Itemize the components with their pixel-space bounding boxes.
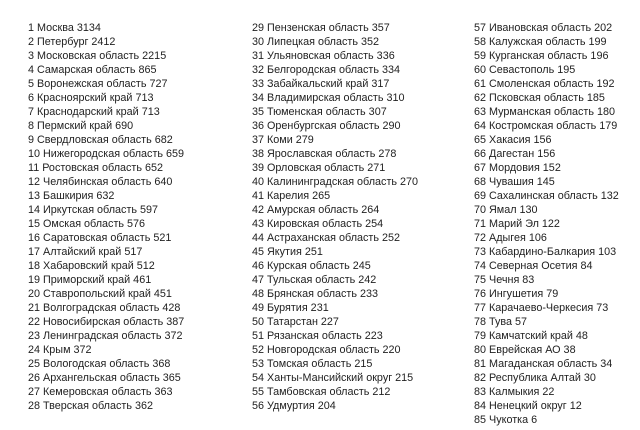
list-item: 15 Омская область 576 [28,218,146,230]
list-item: 38 Ярославская область 278 [252,148,397,160]
list-item: 26 Архангельская область 365 [28,372,181,384]
list-item: 63 Мурманская область 180 [474,106,615,118]
list-item: 45 Якутия 251 [252,246,323,258]
list-item: 33 Забайкальский край 317 [252,78,390,90]
list-item: 35 Тюменская область 307 [252,106,387,118]
list-item: 65 Хакасия 156 [474,134,552,146]
list-item: 22 Новосибирская область 387 [28,316,185,328]
list-item: 50 Татарстан 227 [252,316,339,328]
list-item: 59 Курганская область 196 [474,50,609,62]
list-item: 56 Удмуртия 204 [252,400,336,412]
list-item: 40 Калининградская область 270 [252,176,419,188]
list-item: 72 Адыгея 106 [474,232,547,244]
list-item: 78 Тува 57 [474,316,528,328]
list-item: 9 Свердловская область 682 [28,134,173,146]
list-item: 32 Белгородская область 334 [252,64,401,76]
list-item: 52 Новгородская область 220 [252,344,401,356]
list-item: 19 Приморский край 461 [28,274,152,286]
list-item: 25 Вологодская область 368 [28,358,171,370]
list-item: 11 Ростовская область 652 [28,162,163,174]
list-item: 80 Еврейская АО 38 [474,344,576,356]
list-item: 75 Чечня 83 [474,274,535,286]
list-item: 30 Липецкая область 352 [252,36,379,48]
column-3 [474,21,619,427]
list-item: 71 Марий Эл 122 [474,218,560,230]
list-item: 34 Владимирская область 310 [252,92,405,104]
list-item: 61 Смоленская область 192 [474,78,615,90]
list-item: 73 Кабардино-Балкария 103 [474,246,617,258]
list-item: 31 Ульяновская область 336 [252,50,395,62]
list-item: 39 Орловская область 271 [252,162,386,174]
list-item: 53 Томская область 215 [252,358,373,370]
list-item: 46 Курская область 245 [252,260,371,272]
list-item: 79 Камчатский край 48 [474,330,588,342]
list-item: 18 Хабаровский край 512 [28,260,155,272]
list-item: 23 Ленинградская область 372 [28,330,183,342]
list-item: 20 Ставропольский край 451 [28,288,172,300]
list-item: 51 Рязанская область 223 [252,330,383,342]
list-item: 1 Москва 3134 [28,22,101,34]
list-item: 3 Московская область 2215 [28,50,167,62]
list-item: 64 Костромская область 179 [474,120,618,132]
list-item: 55 Тамбовская область 212 [252,386,391,398]
list-item: 13 Башкирия 632 [28,190,115,202]
list-item: 66 Дагестан 156 [474,148,556,160]
list-item: 83 Калмыкия 22 [474,386,555,398]
list-item: 49 Бурятия 231 [252,302,329,314]
list-item: 81 Магаданская область 34 [474,358,613,370]
list-item: 2 Петербург 2412 [28,36,116,48]
list-item: 8 Пермский край 690 [28,120,134,132]
list-item: 10 Нижегородская область 659 [28,148,185,160]
list-item: 42 Амурская область 264 [252,204,380,216]
list-item: 29 Пензенская область 357 [252,22,390,34]
list-item: 4 Самарская область 865 [28,64,157,76]
list-item: 14 Иркутская область 597 [28,204,159,216]
list-item: 69 Сахалинская область 132 [474,190,619,202]
list-item: 68 Чувашия 145 [474,176,555,188]
list-item: 60 Севастополь 195 [474,64,576,76]
list-item: 48 Брянская область 233 [252,288,378,300]
list-item: 54 Ханты-Мансийский округ 215 [252,372,414,384]
list-item: 7 Краснодарский край 713 [28,106,160,118]
list-item: 5 Воронежская область 727 [28,78,168,90]
list-item: 24 Крым 372 [28,344,92,356]
list-item: 16 Саратовская область 521 [28,232,172,244]
column-2 [252,21,418,413]
list-item: 62 Псковская область 185 [474,92,605,104]
list-item: 58 Калужская область 199 [474,36,607,48]
list-item: 12 Челябинская область 640 [28,176,173,188]
list-item: 27 Кемеровская область 363 [28,386,173,398]
list-item: 67 Мордовия 152 [474,162,561,174]
list-item: 70 Ямал 130 [474,204,538,216]
list-item: 43 Кировская область 254 [252,218,384,230]
list-item: 6 Красноярский край 713 [28,92,154,104]
list-item: 85 Чукотка 6 [474,414,538,426]
list-item: 57 Ивановская область 202 [474,22,613,34]
list-item: 47 Тульская область 242 [252,274,377,286]
list-item: 41 Карелия 265 [252,190,331,202]
list-item: 82 Республика Алтай 30 [474,372,596,384]
list-item: 44 Астраханская область 252 [252,232,401,244]
list-item: 74 Северная Осетия 84 [474,260,593,272]
list-item: 84 Ненецкий округ 12 [474,400,582,412]
list-item: 77 Карачаево-Черкесия 73 [474,302,609,314]
list-item: 28 Тверская область 362 [28,400,153,412]
list-item: 36 Оренбургская область 290 [252,120,401,132]
column-1 [28,21,184,413]
list-item: 37 Коми 279 [252,134,314,146]
list-item: 21 Волгоградская область 428 [28,302,181,314]
list-item: 17 Алтайский край 517 [28,246,143,258]
list-item: 76 Ингушетия 79 [474,288,559,300]
